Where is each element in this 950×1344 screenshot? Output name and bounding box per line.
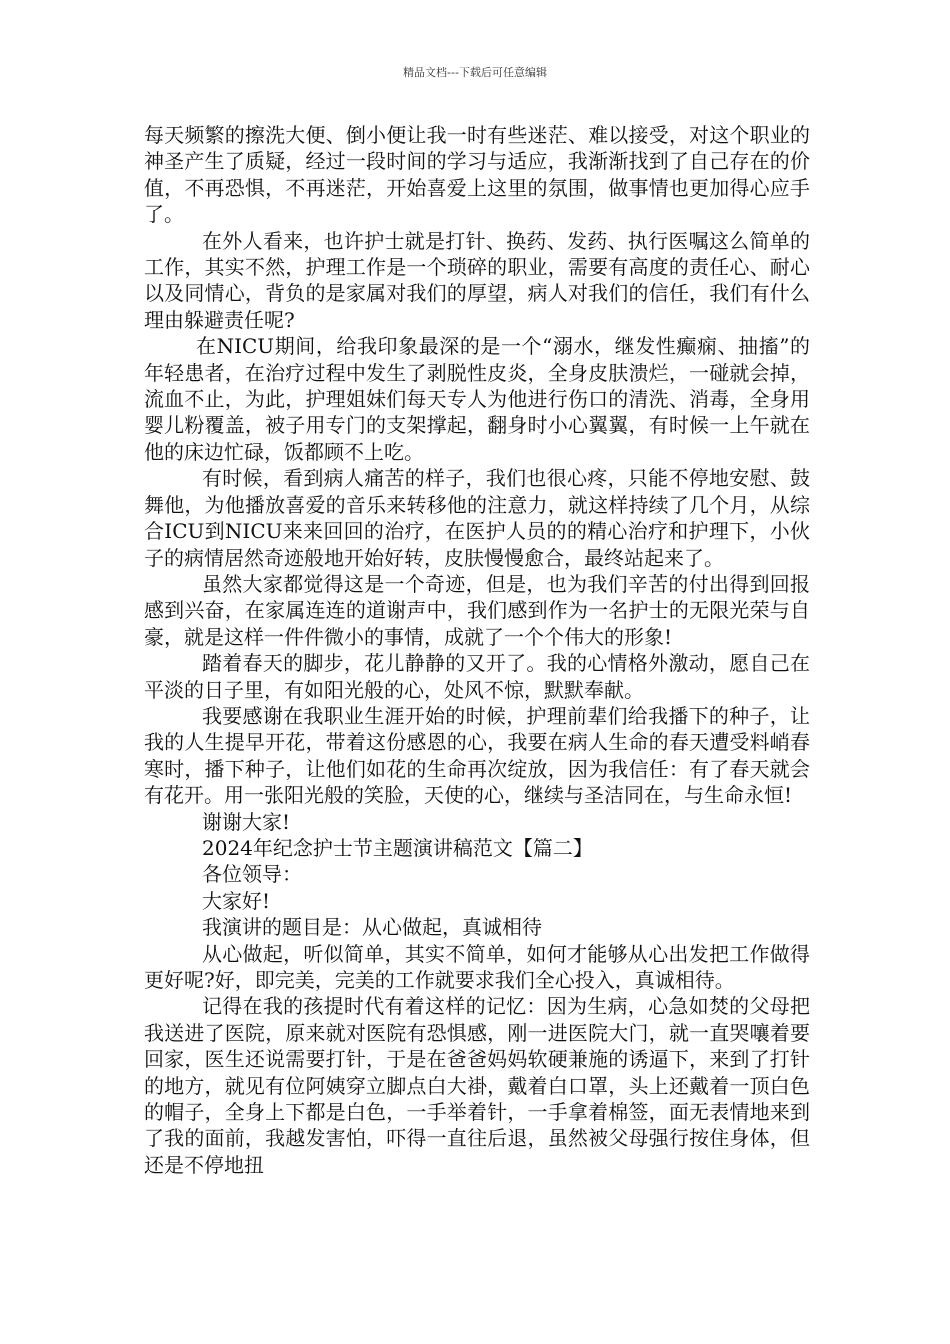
speech-topic: 我演讲的题目是：从心做起，真诚相待 xyxy=(202,915,542,940)
paragraph: 每天频繁的擦洗大便、倒小便让我一时有些迷茫、难以接受，对这个职业的神圣产生了质疑，经过一段时间的学习与适应，我渐渐找到了自己存在的价值，不再恐惧，不再迷茫，开始喜爱上这里的氛围，做事情也更加得心应手了。 xyxy=(144,123,810,227)
paragraph: 我要感谢在我职业生涯开始的时候，护理前辈们给我播下的种子，让我的人生提早开花，带着这份感恩的心，我要在病人生命的春天遭受料峭春寒时，播下种子，让他们如花的生命再次绽放，因为我信任：有了春天就会有花开。用一张阳光般的笑脸，天使的心，继续与圣洁同在，与生命永恒! xyxy=(144,703,810,808)
paragraph: 有时候，看到病人痛苦的样子，我们也很心疼，只能不停地安慰、鼓舞他，为他播放喜爱的音乐来转移他的注意力，就这样持续了几个月，从综合ICU到NICU来来回回的治疗，在医护人员的的精心治疗和护理下，小伙子的病情居然奇迹般地开始好转，皮肤慢慢愈合，最终站起来了。 xyxy=(144,466,810,570)
section-title: 2024年纪念护士节主题演讲稿范文【篇二】 xyxy=(202,835,593,860)
paragraph: 在外人看来，也许护士就是打针、换药、发药、执行医嘱这么简单的工作，其实不然，护理工作是一个琐碎的职业，需要有高度的责任心、耐心以及同情心，背负的是家属对我们的厚望，病人对我们的信任，我们有什么理由躲避责任呢? xyxy=(144,228,810,332)
page-header: 精品文档---下载后可任意编辑 xyxy=(403,66,547,79)
paragraph: 记得在我的孩提时代有着这样的记忆：因为生病，心急如焚的父母把我送进了医院，原来就对医院有恐惧感，刚一进医院大门，就一直哭嚷着要回家，医生还说需要打针，于是在爸爸妈妈软硬兼施的诱逼下，来到了打针的地方，就见有位阿姨穿立脚点白大褂，戴着白口罩，头上还戴着一顶白色的帽子，全身上下都是白色，一手举着针，一手拿着棉签，面无表情地来到了我的面前，我越发害怕，吓得一直往后退，虽然被父母强行按住身体，但还是不停地扭 xyxy=(144,994,810,1177)
document-body xyxy=(144,122,810,1178)
greeting: 大家好! xyxy=(202,888,271,913)
paragraph: 在NICU期间，给我印象最深的是一个“溺水，继发性癫痫、抽搐”的年轻患者，在治疗过程中发生了剥脱性皮炎，全身皮肤溃烂，一碰就会掉，流血不止，为此，护理姐妹们每天专人为他进行伤口的清洗、消毒，全身用婴儿粉覆盖，被子用专门的支架撑起，翻身时小心翼翼，有时候一上午就在他的床边忙碌，饭都顾不上吃。 xyxy=(144,334,810,464)
paragraph: 从心做起，听似简单，其实不简单，如何才能够从心出发把工作做得更好呢?好，即完美，完美的工作就要求我们全心投入，真诚相待。 xyxy=(144,941,810,992)
salutation: 各位领导： xyxy=(202,862,302,887)
paragraph: 虽然大家都觉得这是一个奇迹，但是，也为我们辛苦的付出得到回报感到兴奋，在家属连连的道谢声中，我们感到作为一名护士的无限光荣与自豪，就是这样一件件微小的事情，成就了一个个伟大的形象! xyxy=(144,571,810,649)
closing-thanks: 谢谢大家! xyxy=(202,809,291,834)
paragraph: 踏着春天的脚步，花儿静静的又开了。我的心情格外激动，愿自己在平淡的日子里，有如阳光般的心，处风不惊，默默奉献。 xyxy=(144,651,810,702)
